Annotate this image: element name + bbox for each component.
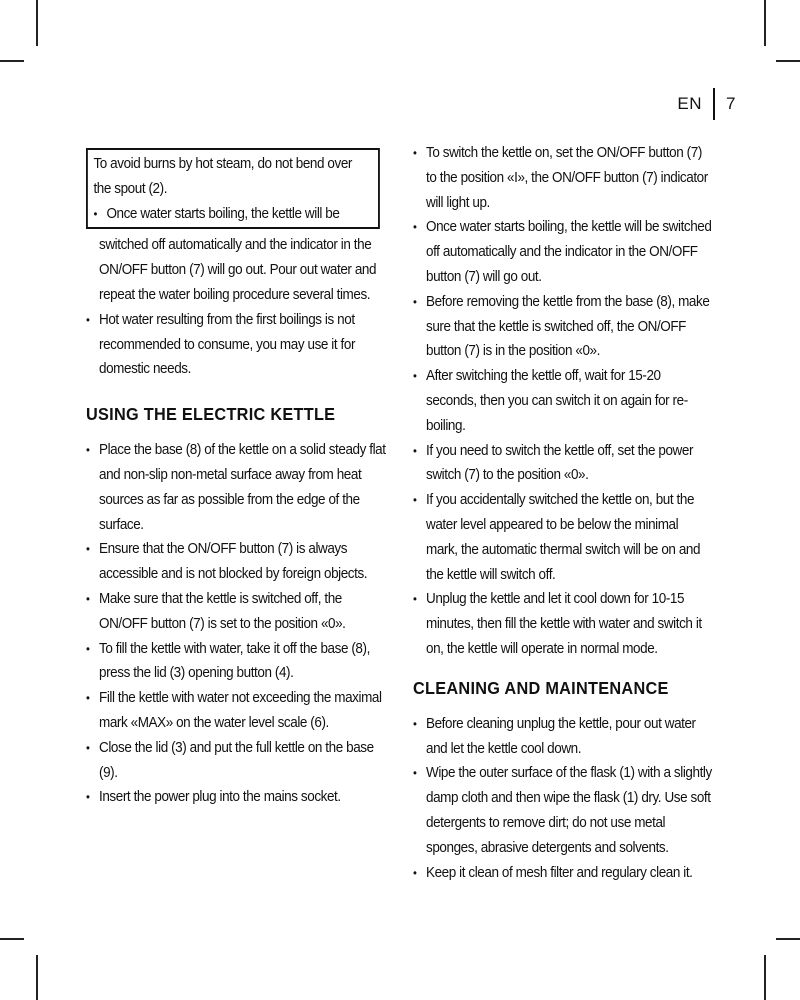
crop-mark-bottom-right-horizontal bbox=[776, 938, 800, 940]
list-item: • To switch the kettle on, set the ON/OFF button (7) to the position «I», the ON/OFF button (7) indicator will light up. bbox=[413, 141, 712, 215]
list-item: • Unplug the kettle and let it cool down for 10-15 minutes, then fill the kettle with water and switch it on, the kettle will operate in normal mode. bbox=[413, 587, 712, 661]
section-title-using: USING THE ELECTRIC KETTLE bbox=[86, 404, 336, 425]
list-item: • Before cleaning unplug the kettle, pour out water and let the kettle cool down. bbox=[413, 712, 712, 762]
list-item: • Insert the power plug into the mains socket. bbox=[86, 785, 387, 810]
list-item: • If you need to switch the kettle off, set the power switch (7) to the position «0». bbox=[413, 439, 712, 489]
warning-text: To avoid burns by hot steam, do not bend over the spout (2). bbox=[93, 156, 352, 197]
crop-mark-top-left-horizontal bbox=[0, 60, 24, 62]
section-title-cleaning: CLEANING AND MAINTENANCE bbox=[413, 677, 669, 698]
crop-mark-bottom-right-vertical bbox=[764, 955, 766, 1000]
list-item: • Place the base (8) of the kettle on a solid steady flat and non-slip non-metal surface away from heat sources as far as possible from the edge of the surface. bbox=[86, 438, 387, 537]
continuation-text: switched off automatically and the indicator in the ON/OFF button (7) will go out. Pour out water and repeat the water boiling procedure several times. bbox=[99, 237, 377, 303]
warning-box-list bbox=[93, 202, 372, 227]
list-item: • Before removing the kettle from the base (8), make sure that the kettle is switched off, the ON/OFF button (7) is in the position «0». bbox=[413, 290, 712, 364]
left-bullets-a bbox=[86, 308, 387, 382]
crop-mark-bottom-left-horizontal bbox=[0, 938, 24, 940]
warning-box bbox=[86, 148, 380, 229]
list-item: • Hot water resulting from the first boilings is not recommended to consume, you may use it for domestic needs. bbox=[86, 308, 387, 382]
list-item: • Fill the kettle with water not exceeding the maximal mark «MAX» on the water level scale (6). bbox=[86, 686, 387, 736]
left-column bbox=[86, 148, 387, 810]
left-bullets-b bbox=[86, 438, 387, 810]
header-divider bbox=[713, 88, 715, 120]
crop-mark-top-right-horizontal bbox=[776, 60, 800, 62]
list-item: • After switching the kettle off, wait for 15-20 seconds, then you can switch it on again for re-boiling. bbox=[413, 364, 712, 438]
crop-mark-top-left-vertical bbox=[36, 0, 38, 46]
list-item: • Keep it clean of mesh filter and regulary clean it. bbox=[413, 861, 712, 886]
right-bullets-a bbox=[413, 141, 712, 662]
list-item: • Make sure that the kettle is switched off, the ON/OFF button (7) is set to the position «0». bbox=[86, 587, 387, 637]
page-header bbox=[677, 88, 736, 120]
list-item: • Wipe the outer surface of the flask (1) with a slightly damp cloth and then wipe the flask (1) dry. Use soft detergents to remove dirt; do not use metal sponges, abrasive detergents and solvents. bbox=[413, 761, 712, 860]
page-number: 7 bbox=[726, 94, 736, 113]
list-item: • If you accidentally switched the kettle on, but the water level appeared to be below the minimal mark, the automatic thermal switch will be on and the kettle will switch off. bbox=[413, 488, 712, 587]
language-code: EN bbox=[677, 94, 703, 113]
crop-mark-top-right-vertical bbox=[764, 0, 766, 46]
crop-mark-bottom-left-vertical bbox=[36, 955, 38, 1000]
list-item: • To fill the kettle with water, take it off the base (8), press the lid (3) opening button (4). bbox=[86, 637, 387, 687]
right-bullets-b bbox=[413, 712, 712, 886]
list-item: • Once water starts boiling, the kettle will be bbox=[93, 202, 372, 227]
list-item: • Once water starts boiling, the kettle will be switched off automatically and the indicator in the ON/OFF button (7) will go out. bbox=[413, 215, 712, 289]
list-item: • Close the lid (3) and put the full kettle on the base (9). bbox=[86, 736, 387, 786]
list-item: • Ensure that the ON/OFF button (7) is always accessible and is not blocked by foreign objects. bbox=[86, 537, 387, 587]
right-column bbox=[413, 141, 712, 885]
